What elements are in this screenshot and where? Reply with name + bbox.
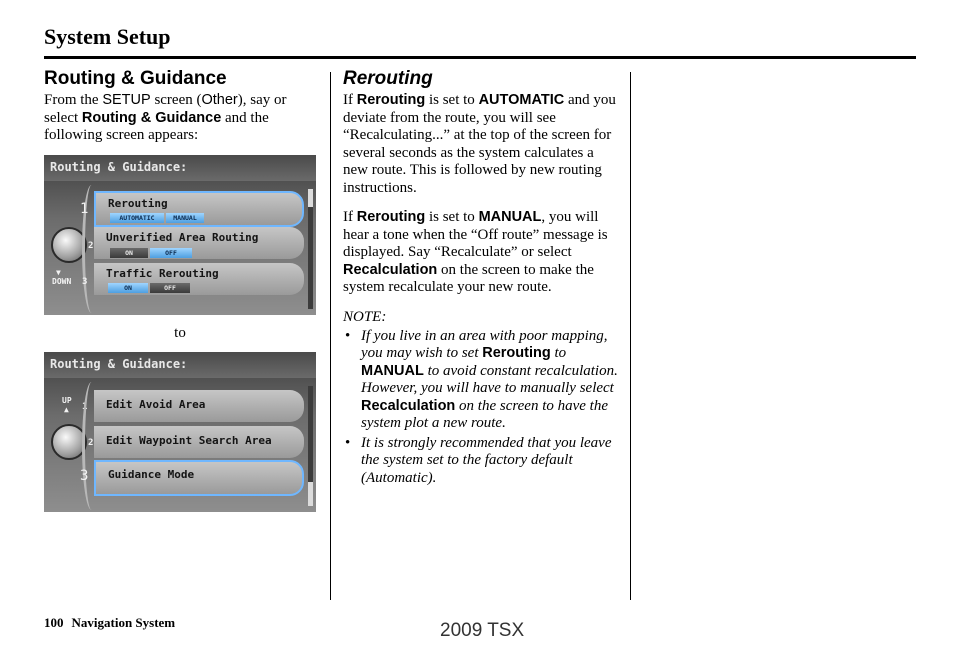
- recalculation-term: Recalculation: [343, 261, 438, 278]
- other-term: Other: [201, 92, 238, 108]
- site-watermark: carmanualsonline.info: [623, 627, 952, 660]
- up-label: UP: [62, 395, 72, 405]
- up-arrow-icon: ▲: [64, 404, 69, 414]
- item-number-3: 3: [80, 467, 89, 484]
- page-footer: [44, 615, 175, 631]
- item-number-1: 1: [80, 200, 89, 217]
- menu-item-label: Traffic Rerouting: [106, 266, 219, 280]
- rerouting-term: Rerouting: [482, 345, 551, 361]
- automatic-term: AUTOMATIC: [478, 92, 565, 108]
- text: is set to: [425, 92, 479, 108]
- text: and the following screen appears:: [44, 109, 269, 143]
- page-header-title: System Setup: [44, 24, 171, 49]
- text: If you live in an area with poor mapping, you may wish to set: [361, 327, 608, 361]
- to-label: to: [174, 324, 186, 341]
- item-number-2: 2: [88, 437, 94, 448]
- rerouting-term: Rerouting: [356, 209, 426, 225]
- text: If: [343, 92, 357, 108]
- item-number-1: 1: [82, 401, 88, 412]
- text: to: [550, 345, 567, 361]
- option-on[interactable]: ON: [108, 283, 148, 293]
- menu-item-label: Guidance Mode: [108, 467, 195, 481]
- option-off[interactable]: OFF: [150, 283, 190, 293]
- screen-routing-guidance-1: [44, 155, 316, 315]
- screen-title: Routing & Guidance:: [50, 356, 188, 371]
- menu-item-rerouting[interactable]: [94, 191, 304, 227]
- manual-term: MANUAL: [361, 362, 424, 379]
- scrollbar[interactable]: [308, 189, 313, 309]
- column-divider-left: [330, 72, 331, 600]
- setup-term: SETUP: [102, 92, 151, 108]
- recalculation-term: Recalculation: [361, 397, 456, 414]
- text: screen (: [150, 92, 202, 108]
- option-on[interactable]: ON: [110, 248, 148, 258]
- rerouting-manual-paragraph: [343, 209, 619, 297]
- text: to avoid constant recalculation. However, you will have to manually select: [361, 362, 618, 396]
- scrollbar-thumb[interactable]: [308, 189, 313, 207]
- footer-title: Navigation System: [71, 615, 176, 630]
- menu-item-guidance-mode[interactable]: [94, 460, 304, 496]
- column-left: [44, 68, 316, 512]
- option-automatic[interactable]: AUTOMATIC: [110, 213, 164, 223]
- list-item: • It is strongly recommended that you leave the system set to the factory default (Automatic).: [343, 435, 619, 488]
- down-label: DOWN: [52, 276, 72, 286]
- text: , you will hear a tone when the “Off route” message is displayed. Say “Recalculate” or select: [343, 209, 608, 260]
- text: and you deviate from the route, you will see “Recalculating...” at the top of the screen for several seconds as the system calculates a new route. This is followed by new routing instructions.: [343, 92, 616, 196]
- screen-routing-guidance-2: [44, 352, 316, 512]
- text: If: [343, 209, 357, 225]
- scrollbar-thumb[interactable]: [308, 482, 313, 506]
- menu-item-unverified-area-routing[interactable]: [94, 227, 304, 259]
- item-number-3: 3: [82, 276, 88, 287]
- page-number: 100: [44, 615, 64, 630]
- section-heading-routing-guidance: Routing & Guidance: [44, 68, 227, 89]
- text: on the screen to make the system recalculate your new route.: [343, 261, 594, 295]
- manual-term: MANUAL: [478, 209, 542, 225]
- text: on the screen to have the system plot a new route.: [361, 397, 609, 431]
- screen-title: Routing & Guidance:: [50, 159, 188, 174]
- note-label: NOTE:: [343, 308, 387, 325]
- menu-item-label: Edit Avoid Area: [106, 397, 206, 411]
- option-off[interactable]: OFF: [150, 248, 192, 258]
- scrollbar[interactable]: [308, 386, 313, 506]
- menu-item-edit-waypoint-search-area[interactable]: [94, 426, 304, 458]
- menu-item-label: Edit Waypoint Search Area: [106, 433, 272, 447]
- list-item: [343, 328, 619, 433]
- item-number-2: 2: [88, 240, 94, 251]
- header-rule: [44, 56, 916, 59]
- menu-item-label: Unverified Area Routing: [106, 230, 259, 244]
- notes-list: [343, 328, 619, 488]
- text: ), say or select: [44, 92, 287, 126]
- section-heading-rerouting: Rerouting: [343, 68, 433, 89]
- routing-guidance-term: Routing & Guidance: [81, 109, 222, 126]
- down-arrow-icon: ▼: [56, 267, 61, 277]
- text: is set to: [425, 209, 479, 225]
- column-middle: [343, 68, 619, 489]
- intro-paragraph: [44, 92, 316, 145]
- column-divider-right: [630, 72, 631, 600]
- menu-item-edit-avoid-area[interactable]: [94, 390, 304, 422]
- option-manual[interactable]: MANUAL: [166, 213, 204, 223]
- rerouting-term: Rerouting: [356, 92, 426, 108]
- menu-item-traffic-rerouting[interactable]: [94, 263, 304, 295]
- text: From the: [44, 92, 103, 108]
- model-watermark: 2009 TSX: [440, 620, 525, 641]
- rerouting-automatic-paragraph: [343, 92, 619, 197]
- menu-item-label: Rerouting: [108, 196, 168, 210]
